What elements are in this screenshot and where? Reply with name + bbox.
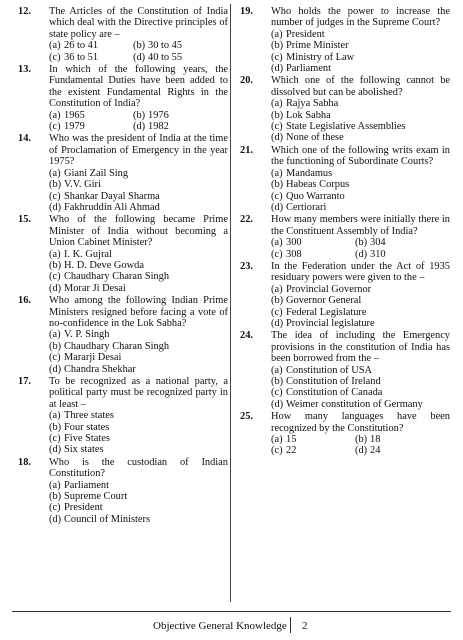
option-label: (a) bbox=[271, 364, 283, 376]
option-text: 24 bbox=[370, 445, 381, 457]
option-label: (c) bbox=[49, 271, 61, 283]
option-text: 304 bbox=[370, 237, 386, 249]
option-row bbox=[271, 445, 450, 456]
option-text: Fakhruddin Ali Ahmad bbox=[64, 201, 160, 213]
option-label: (d) bbox=[355, 248, 368, 260]
question-text: Who is the custodian of Indian Constitution? bbox=[49, 456, 228, 480]
option-label: (c) bbox=[49, 190, 61, 202]
answer-option bbox=[271, 168, 450, 179]
option-label: (a) bbox=[49, 248, 61, 260]
option-text: None of these bbox=[286, 132, 344, 144]
option-text: Mararji Desai bbox=[64, 352, 122, 364]
option-text: 40 to 55 bbox=[148, 51, 183, 63]
option-row bbox=[49, 110, 228, 121]
option-label: (b) bbox=[271, 179, 284, 191]
question-item bbox=[240, 75, 450, 143]
option-text: Council of Ministers bbox=[64, 513, 151, 525]
option-text: Chaudhary Charan Singh bbox=[64, 340, 170, 352]
option-row bbox=[49, 40, 228, 51]
answer-option bbox=[49, 341, 228, 352]
question-text: In which of the following years, the Fundamental Duties have been added to the existent Fundamental Rights in the Constitution of India? bbox=[49, 64, 228, 110]
question-number: 22. bbox=[240, 214, 253, 226]
question-number: 12. bbox=[18, 6, 31, 17]
answer-option bbox=[355, 445, 439, 456]
option-text: Provincial Governor bbox=[286, 283, 372, 295]
question-number: 15. bbox=[18, 214, 31, 226]
answer-option bbox=[271, 399, 450, 410]
option-label: (b) bbox=[271, 376, 284, 387]
option-label: (d) bbox=[271, 398, 284, 410]
answer-option bbox=[271, 295, 450, 306]
option-label: (d) bbox=[271, 132, 284, 144]
option-label: (a) bbox=[49, 410, 61, 422]
answer-option bbox=[271, 376, 450, 387]
question-item bbox=[240, 330, 450, 410]
answer-option bbox=[271, 63, 450, 74]
option-text: 26 to 41 bbox=[64, 40, 99, 52]
option-text: Constitution of USA bbox=[286, 364, 373, 376]
option-text: President bbox=[286, 28, 325, 40]
option-label: (a) bbox=[271, 283, 283, 295]
answer-option bbox=[49, 249, 228, 260]
question-item bbox=[240, 214, 450, 260]
answer-option bbox=[49, 514, 228, 525]
answer-option bbox=[271, 121, 450, 132]
answer-option bbox=[271, 318, 450, 329]
option-text: Certiorari bbox=[286, 201, 327, 213]
answer-option bbox=[271, 434, 355, 445]
option-label: (a) bbox=[49, 109, 61, 121]
answer-option bbox=[49, 179, 228, 190]
question-item bbox=[18, 295, 228, 375]
option-label: (b) bbox=[355, 434, 368, 446]
answer-option bbox=[271, 387, 450, 398]
option-label: (b) bbox=[49, 491, 62, 503]
question-number: 18. bbox=[18, 456, 31, 468]
footer-rule bbox=[12, 611, 451, 612]
question-item bbox=[18, 64, 228, 132]
option-label: (c) bbox=[271, 248, 283, 260]
answer-option bbox=[271, 237, 355, 248]
question-number: 19. bbox=[240, 6, 253, 17]
question-item bbox=[240, 145, 450, 213]
option-text: Chandra Shekhar bbox=[64, 363, 136, 375]
answer-option bbox=[355, 434, 439, 445]
answer-option bbox=[49, 168, 228, 179]
answer-option bbox=[133, 121, 217, 132]
answer-option bbox=[49, 502, 228, 513]
option-text: Parliament bbox=[286, 63, 332, 75]
option-text: Quo Warranto bbox=[286, 190, 345, 202]
answer-option bbox=[271, 284, 450, 295]
option-label: (d) bbox=[49, 201, 62, 213]
option-label: (a) bbox=[271, 237, 283, 249]
option-text: Four states bbox=[64, 421, 110, 433]
column-divider bbox=[230, 4, 231, 602]
option-text: 1979 bbox=[64, 121, 85, 133]
option-text: Federal Legislature bbox=[286, 306, 367, 318]
option-label: (c) bbox=[271, 121, 283, 133]
answer-option bbox=[271, 445, 355, 456]
option-text: 1982 bbox=[148, 121, 169, 133]
option-label: (b) bbox=[49, 340, 62, 352]
option-text: 300 bbox=[286, 237, 302, 249]
option-text: Shankar Dayal Sharma bbox=[64, 190, 160, 202]
option-text: 308 bbox=[286, 248, 302, 260]
answer-option bbox=[49, 364, 228, 375]
answer-option bbox=[49, 110, 133, 121]
option-text: Five States bbox=[64, 433, 110, 445]
option-label: (a) bbox=[271, 98, 283, 110]
answer-option bbox=[49, 271, 228, 282]
option-label: (c) bbox=[49, 51, 61, 63]
option-text: 1976 bbox=[148, 109, 169, 121]
question-item bbox=[18, 376, 228, 456]
option-label: (c) bbox=[271, 51, 283, 63]
answer-option bbox=[49, 40, 133, 51]
footer-separator bbox=[290, 617, 291, 633]
answer-option bbox=[49, 444, 228, 455]
page-number: 2 bbox=[302, 620, 308, 632]
answer-option bbox=[49, 52, 133, 63]
answer-option bbox=[133, 110, 217, 121]
option-text: Rajya Sabha bbox=[286, 98, 339, 110]
right-column bbox=[240, 6, 450, 458]
answer-option bbox=[133, 40, 217, 51]
question-text: The Articles of the Constitution of India which deal with the Directive principles of state policy are – bbox=[49, 6, 228, 40]
question-text: Who holds the power to increase the number of judges in the Supreme Court? bbox=[271, 6, 450, 29]
option-row bbox=[271, 237, 450, 248]
option-text: Supreme Court bbox=[64, 491, 128, 503]
option-text: Weimer constitution of Germany bbox=[286, 398, 423, 410]
question-item bbox=[240, 411, 450, 457]
option-label: (c) bbox=[271, 190, 283, 202]
option-label: (d) bbox=[133, 51, 146, 63]
option-label: (a) bbox=[49, 40, 61, 52]
question-number: 25. bbox=[240, 411, 253, 423]
option-label: (d) bbox=[271, 201, 284, 213]
option-label: (c) bbox=[271, 387, 283, 399]
option-text: 30 to 45 bbox=[148, 40, 183, 52]
answer-option bbox=[49, 191, 228, 202]
option-text: I. K. Gujral bbox=[64, 248, 112, 260]
question-text: The idea of including the Emergency provisions in the constitution of India has been borrowed from the – bbox=[271, 330, 450, 365]
question-item bbox=[18, 133, 228, 213]
answer-option bbox=[271, 29, 450, 40]
option-label: (b) bbox=[271, 40, 284, 52]
answer-option bbox=[49, 433, 228, 444]
answer-option bbox=[49, 121, 133, 132]
question-text: Who among the following Indian Prime Ministers resigned before facing a vote of no-confidence in the Lok Sabha? bbox=[49, 295, 228, 329]
option-label: (c) bbox=[49, 352, 61, 364]
option-text: Chaudhary Charan Singh bbox=[64, 271, 170, 283]
option-label: (d) bbox=[133, 121, 146, 133]
question-text: In the Federation under the Act of 1935 residuary powers were given to the – bbox=[271, 260, 450, 284]
option-text: V.V. Giri bbox=[64, 179, 101, 191]
option-text: 1965 bbox=[64, 109, 85, 121]
option-text: 310 bbox=[370, 248, 386, 260]
answer-option bbox=[49, 410, 228, 421]
option-text: 15 bbox=[286, 434, 297, 446]
footer-title: Objective General Knowledge bbox=[153, 620, 287, 632]
question-item bbox=[18, 457, 228, 525]
answer-option bbox=[49, 491, 228, 502]
question-item bbox=[18, 214, 228, 294]
option-text: Lok Sabha bbox=[286, 109, 331, 121]
page-footer bbox=[0, 607, 463, 637]
option-text: Constitution of Ireland bbox=[286, 376, 381, 387]
option-label: (b) bbox=[271, 295, 284, 307]
answer-option bbox=[271, 179, 450, 190]
option-text: Prime Minister bbox=[286, 40, 349, 52]
answer-option bbox=[49, 260, 228, 271]
answer-option bbox=[271, 307, 450, 318]
option-label: (c) bbox=[49, 502, 61, 514]
question-number: 23. bbox=[240, 260, 253, 272]
option-label: (d) bbox=[355, 445, 368, 457]
answer-option bbox=[271, 202, 450, 213]
option-text: Three states bbox=[64, 410, 114, 422]
question-item bbox=[240, 6, 450, 74]
question-text: How many languages have been recognized by the Constitution? bbox=[271, 411, 450, 434]
option-row bbox=[271, 249, 450, 260]
option-row bbox=[271, 434, 450, 445]
question-item bbox=[240, 261, 450, 329]
option-label: (c) bbox=[271, 306, 283, 318]
option-row bbox=[49, 121, 228, 132]
option-label: (d) bbox=[49, 282, 62, 294]
option-label: (b) bbox=[49, 421, 62, 433]
answer-option bbox=[133, 52, 217, 63]
left-column bbox=[18, 6, 228, 526]
option-label: (a) bbox=[271, 434, 283, 446]
question-text: To be recognized as a national party, a political party must be recognized party in at least – bbox=[49, 376, 228, 410]
question-number: 16. bbox=[18, 295, 31, 307]
answer-option bbox=[49, 422, 228, 433]
option-label: (d) bbox=[49, 444, 62, 456]
option-row bbox=[49, 52, 228, 63]
answer-option bbox=[355, 249, 439, 260]
option-label: (a) bbox=[271, 167, 283, 179]
answer-option bbox=[271, 98, 450, 109]
option-label: (c) bbox=[49, 433, 61, 445]
answer-option bbox=[271, 110, 450, 121]
question-text: Which one of the following cannot be dissolved but can be abolished? bbox=[271, 75, 450, 98]
option-label: (d) bbox=[271, 63, 284, 75]
option-text: 36 to 51 bbox=[64, 51, 99, 63]
question-item bbox=[18, 6, 228, 63]
option-label: (b) bbox=[355, 237, 368, 249]
option-text: Habeas Corpus bbox=[286, 179, 350, 191]
question-number: 24. bbox=[240, 330, 253, 342]
option-label: (c) bbox=[271, 445, 283, 457]
option-label: (a) bbox=[49, 329, 61, 341]
option-text: Six states bbox=[64, 444, 104, 456]
question-text: Which one of the following writs exam in the functioning of Subordinate Courts? bbox=[271, 144, 450, 168]
option-label: (b) bbox=[133, 40, 146, 52]
answer-option bbox=[49, 329, 228, 340]
option-label: (b) bbox=[133, 109, 146, 121]
answer-option bbox=[355, 237, 439, 248]
answer-option bbox=[49, 480, 228, 491]
answer-option bbox=[49, 202, 228, 213]
option-text: Provincial legislature bbox=[286, 317, 375, 329]
answer-option bbox=[271, 365, 450, 376]
option-label: (b) bbox=[271, 109, 284, 121]
option-text: 18 bbox=[370, 434, 381, 446]
question-number: 17. bbox=[18, 376, 31, 387]
option-label: (d) bbox=[49, 513, 62, 525]
answer-option bbox=[271, 40, 450, 51]
option-text: Constitution of Canada bbox=[286, 387, 383, 399]
option-text: V. P. Singh bbox=[64, 329, 110, 341]
option-label: (a) bbox=[49, 479, 61, 491]
question-text: Who was the president of India at the time of Proclamation of Emergency in the year 1975? bbox=[49, 133, 228, 168]
answer-option bbox=[271, 52, 450, 63]
option-text: Giani Zail Sing bbox=[64, 167, 129, 179]
question-number: 21. bbox=[240, 144, 253, 156]
option-text: H. D. Deve Gowda bbox=[64, 259, 144, 271]
option-text: State Legislative Assemblies bbox=[286, 121, 406, 133]
option-label: (d) bbox=[271, 317, 284, 329]
answer-option bbox=[271, 191, 450, 202]
option-label: (a) bbox=[49, 167, 61, 179]
option-text: Mandamus bbox=[286, 167, 333, 179]
answer-option bbox=[271, 132, 450, 143]
option-label: (a) bbox=[271, 28, 283, 40]
option-label: (c) bbox=[49, 121, 61, 133]
option-text: Morar Ji Desai bbox=[64, 282, 126, 294]
option-label: (d) bbox=[49, 363, 62, 375]
option-text: Governor General bbox=[286, 295, 362, 307]
option-text: 22 bbox=[286, 445, 297, 457]
option-text: President bbox=[64, 502, 103, 514]
answer-option bbox=[49, 283, 228, 294]
question-number: 20. bbox=[240, 75, 253, 87]
answer-option bbox=[49, 352, 228, 363]
option-text: Parliament bbox=[64, 479, 110, 491]
question-text: How many members were initially there in the Constituent Assembly of India? bbox=[271, 214, 450, 237]
question-number: 13. bbox=[18, 64, 31, 76]
option-text: Ministry of Law bbox=[286, 51, 355, 63]
question-text: Who of the following became Prime Minister of India without becoming a Union Cabinet Minister? bbox=[49, 214, 228, 249]
question-number: 14. bbox=[18, 133, 31, 145]
option-label: (b) bbox=[49, 259, 62, 271]
option-label: (b) bbox=[49, 179, 62, 191]
answer-option bbox=[271, 249, 355, 260]
